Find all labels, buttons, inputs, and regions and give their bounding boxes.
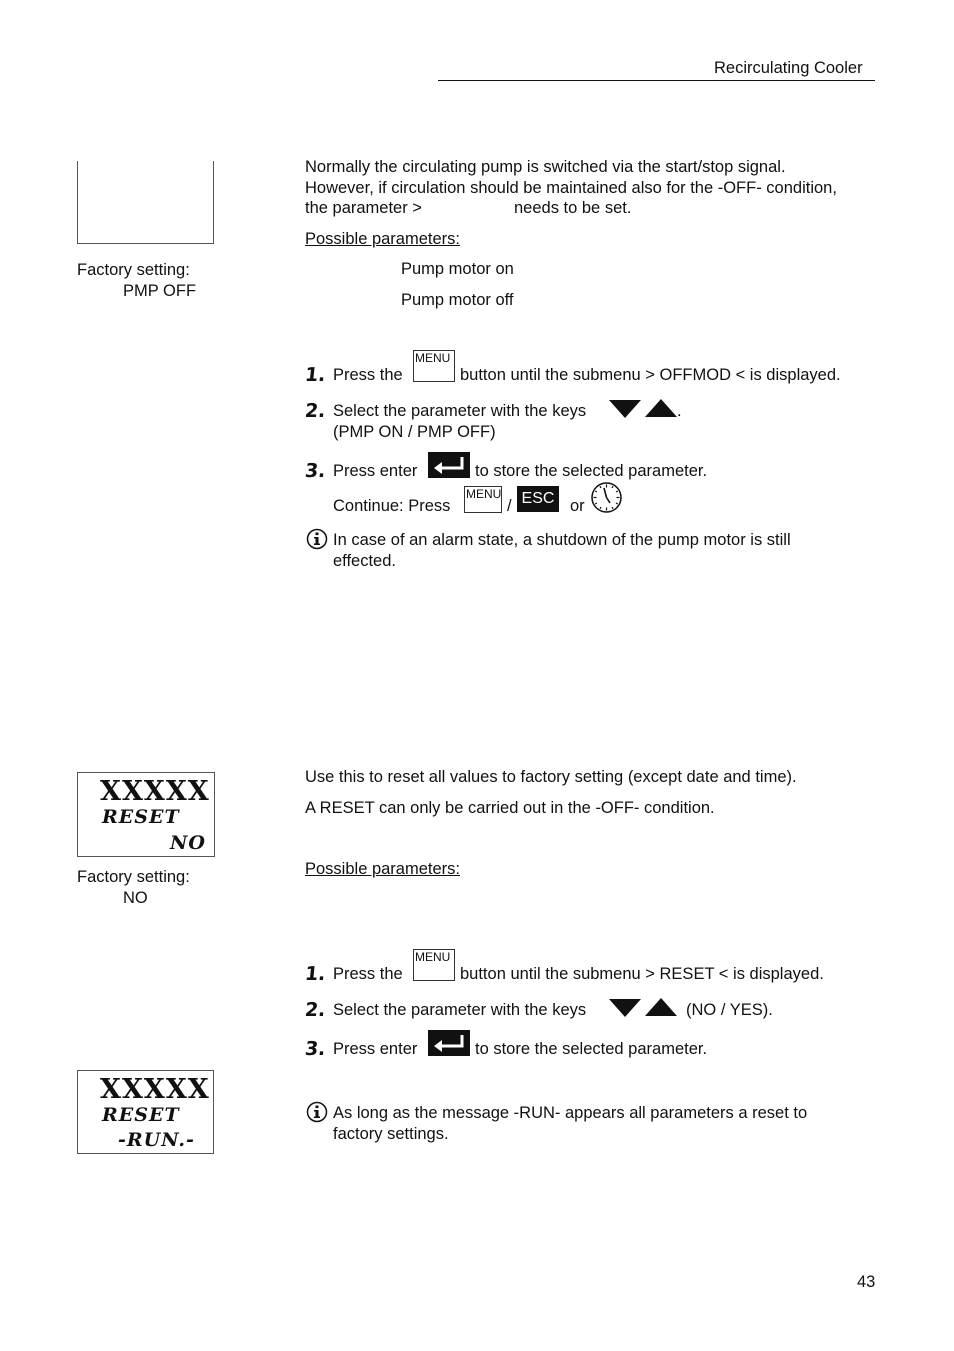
intro-line-3a: the parameter > [305, 199, 422, 217]
lcd-line-3: -RUN.- [118, 1129, 195, 1151]
step-3-text-b: to store the selected parameter. [475, 462, 708, 480]
step-3-text-b: to store the selected parameter. [475, 1040, 708, 1058]
menu-key-icon: MENU [413, 949, 455, 981]
note-line-1: In case of an alarm state, a shutdown of the pump motor is still [333, 531, 791, 549]
running-header: Recirculating Cooler [714, 59, 863, 77]
lcd-line-2: RESET [102, 1104, 180, 1126]
step-1-number: 1. [303, 364, 327, 386]
intro-line-2: However, if circulation should be maintained also for the -OFF- condition, [305, 179, 837, 197]
intro-line-1: Normally the circulating pump is switched via the start/stop signal. [305, 158, 786, 176]
header-rule [438, 80, 875, 81]
intro-line-3b: needs to be set. [514, 199, 632, 217]
step-1-number: 1. [303, 963, 327, 985]
lcd-display-reset-run [77, 1070, 214, 1154]
lcd-line-1: XXXXX [100, 776, 210, 807]
step-2-number: 2. [303, 999, 327, 1021]
possible-parameters-heading: Possible parameters: [305, 230, 460, 248]
note-line-2: effected. [333, 552, 396, 570]
continue-or: or [570, 497, 585, 515]
display-placeholder-offmod [77, 161, 214, 244]
step-3-number: 3. [303, 1038, 327, 1060]
step-1-text-b: button until the submenu > RESET < is displayed. [460, 965, 824, 983]
step-1-text-b: button until the submenu > OFFMOD < is displayed. [460, 366, 841, 384]
menu-key-icon: MENU [464, 486, 502, 513]
step-3-text-a: Press enter [333, 1040, 418, 1058]
step-2-options: (PMP ON / PMP OFF) [333, 423, 496, 441]
info-icon [306, 1101, 328, 1123]
factory-setting-value: PMP OFF [123, 282, 197, 300]
factory-setting-label: Factory setting: [77, 261, 190, 279]
factory-setting-label: Factory setting: [77, 868, 190, 886]
possible-parameters-heading: Possible parameters: [305, 860, 460, 878]
arrow-up-key-icon [645, 998, 677, 1016]
step-2-text-b: . [677, 402, 682, 420]
param-pump-on: Pump motor on [401, 260, 514, 278]
step-3-text-a: Press enter [333, 462, 418, 480]
step-1-text-a: Press the [333, 965, 403, 983]
step-2-number: 2. [303, 400, 327, 422]
param-pump-off: Pump motor off [401, 291, 514, 309]
note-line-2: factory settings. [333, 1125, 449, 1143]
step-1-text-a: Press the [333, 366, 403, 384]
step-2-text-a: Select the parameter with the keys [333, 1001, 587, 1019]
arrow-down-key-icon [609, 999, 641, 1017]
lcd-line-2: RESET [102, 806, 180, 828]
reset-intro-1: Use this to reset all values to factory setting (except date and time). [305, 768, 797, 786]
step-2-options: (NO / YES). [686, 1001, 773, 1019]
arrow-up-key-icon [645, 399, 677, 417]
factory-setting-value: NO [123, 889, 148, 907]
lcd-line-3: NO [170, 832, 206, 854]
info-icon [306, 528, 328, 550]
lcd-display-reset-no [77, 772, 215, 857]
enter-key-icon [428, 1030, 470, 1056]
lcd-line-1: XXXXX [100, 1074, 210, 1105]
menu-key-icon: MENU [413, 350, 455, 382]
arrow-down-key-icon [609, 400, 641, 418]
continue-slash: / [507, 497, 512, 515]
page-number: 43 [857, 1273, 876, 1291]
clock-icon [590, 481, 623, 514]
note-line-1: As long as the message -RUN- appears all parameters a reset to [333, 1104, 808, 1122]
enter-key-icon [428, 452, 470, 478]
esc-key-icon: ESC [517, 486, 559, 512]
reset-intro-2: A RESET can only be carried out in the -OFF- condition. [305, 799, 715, 817]
step-3-number: 3. [303, 460, 327, 482]
step-2-text-a: Select the parameter with the keys [333, 402, 587, 420]
continue-text: Continue: Press [333, 497, 451, 515]
